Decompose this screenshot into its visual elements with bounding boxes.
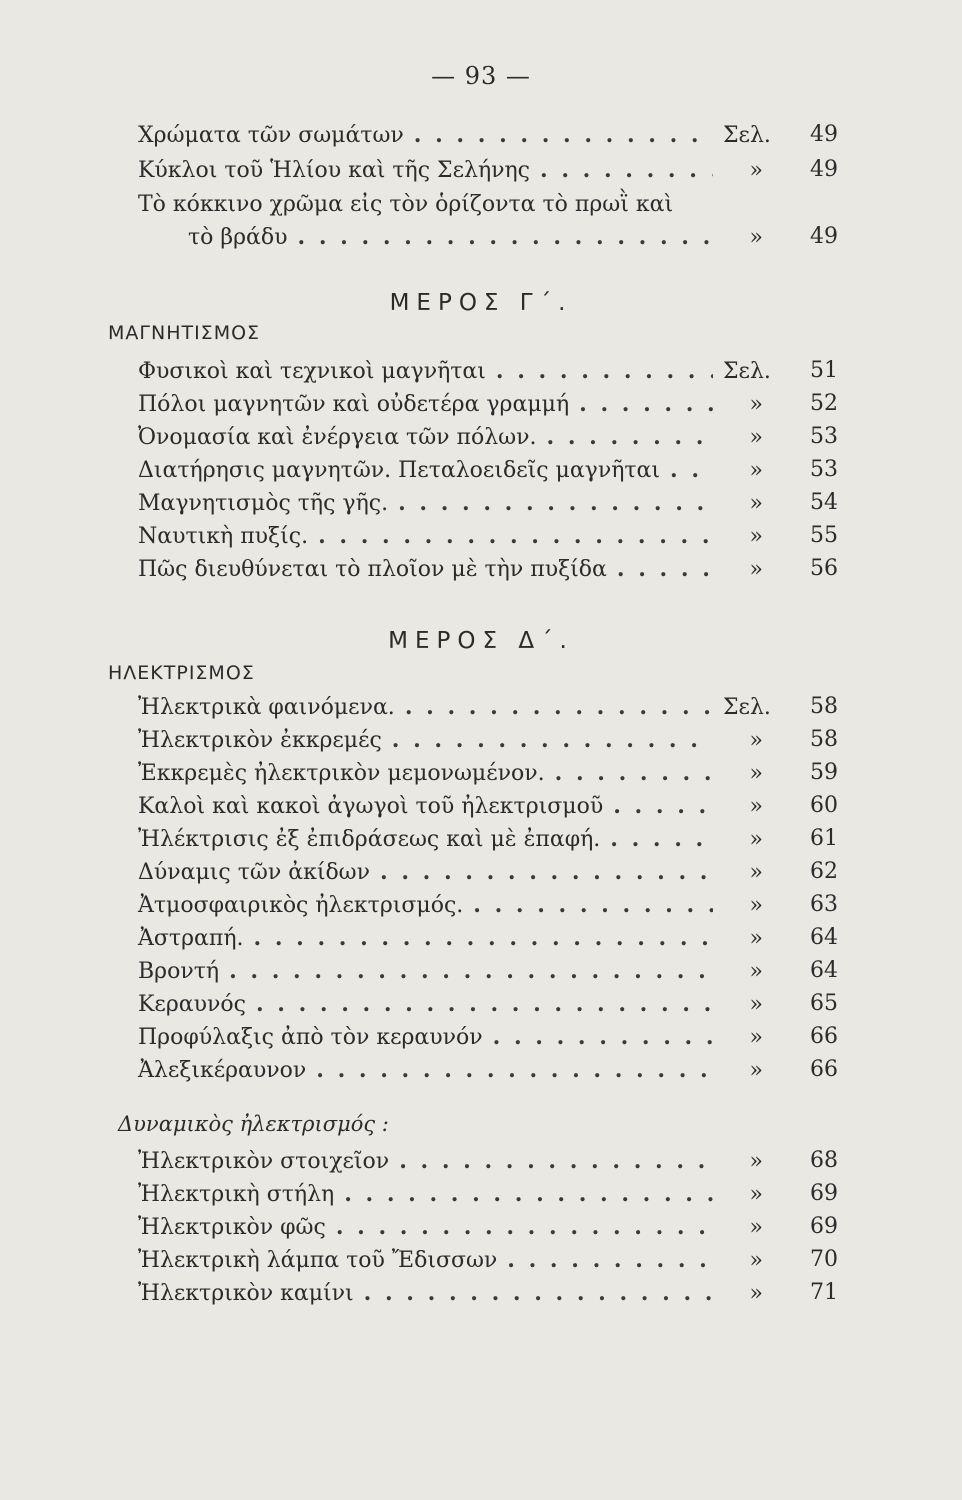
section-title: ΜΑΓΝΗΤΙΣΜΟΣ	[108, 322, 261, 344]
toc-entry	[138, 958, 763, 990]
toc-entry-ref: »	[749, 1182, 763, 1207]
leader-dots	[579, 391, 713, 417]
toc-entry-page: 59	[810, 760, 838, 785]
leader-dots	[405, 694, 713, 720]
leader-dots	[254, 925, 714, 951]
toc-entry-page: 53	[810, 424, 838, 449]
leader-dots	[414, 122, 713, 148]
toc-entry-ref: »	[749, 158, 763, 183]
toc-entry-page: 51	[810, 358, 838, 383]
leader-dots	[547, 424, 714, 450]
toc-entry	[138, 358, 771, 390]
leader-dots	[473, 892, 713, 918]
toc-entry	[138, 793, 763, 825]
leader-dots	[670, 457, 713, 483]
toc-entry-title: Κύκλοι τοῦ Ἡλίου καὶ τῆς Σελήνης	[138, 158, 531, 183]
toc-entry-title: Πῶς διευθύνεται τὸ πλοῖον μὲ τὴν πυξίδα	[138, 557, 607, 582]
toc-entry-page: 49	[810, 157, 838, 182]
toc-entry-title: Ἐκκρεμὲς ἠλεκτρικὸν μεμονωμένον.	[138, 761, 545, 786]
toc-entry-ref: »	[749, 557, 763, 582]
toc-entry	[138, 556, 763, 588]
part-title: ΜΕΡΟΣ Γ΄.	[389, 290, 573, 316]
leader-dots	[318, 523, 713, 549]
toc-entry	[138, 727, 763, 759]
toc-entry-ref: »	[749, 1058, 763, 1083]
toc-entry-page: 66	[810, 1024, 838, 1049]
toc-entry	[138, 1247, 763, 1279]
toc-entry-ref: »	[749, 392, 763, 417]
leader-dots	[298, 224, 713, 250]
toc-entry	[138, 157, 763, 189]
toc-entry-title-line2: τὸ βράδυ	[188, 225, 288, 250]
toc-entry-page: 65	[810, 991, 838, 1016]
toc-entry	[138, 826, 763, 858]
toc-entry	[138, 1057, 763, 1089]
toc-entry-page: 62	[810, 859, 838, 884]
toc-entry	[138, 490, 763, 522]
toc-entry-title: Προφύλαξις ἀπὸ τὸν κεραυνόν	[138, 1025, 483, 1050]
toc-entry-ref: »	[749, 893, 763, 918]
toc-entry-ref: »	[749, 425, 763, 450]
toc-entry-ref: »	[749, 1215, 763, 1240]
toc-entry-ref: »	[749, 225, 763, 250]
toc-entry-title: Πόλοι μαγνητῶν καὶ οὐδετέρα γραμμή	[138, 392, 570, 417]
toc-entry-title: Καλοὶ καὶ κακοὶ ἀγωγοὶ τοῦ ἠλεκτρισμοῦ	[138, 794, 604, 819]
section-title: ΗΛΕΚΤΡΙΣΜΟΣ	[108, 662, 255, 684]
toc-entry-title: Ἠλεκτρικὸν ἐκκρεμές	[138, 728, 382, 753]
leader-dots	[555, 760, 713, 786]
toc-entry-title: Βροντή	[138, 959, 220, 984]
toc-entry-page: 61	[810, 826, 838, 851]
toc-entry-page: 64	[810, 958, 838, 983]
toc-entry-page: 53	[810, 457, 838, 482]
toc-entry-ref: »	[749, 761, 763, 786]
leader-dots	[496, 358, 713, 384]
toc-entry-page: 49	[810, 122, 838, 147]
toc-entry	[138, 1280, 763, 1312]
toc-entry	[138, 1148, 763, 1180]
toc-entry-ref: »	[749, 860, 763, 885]
toc-entry	[138, 391, 763, 423]
toc-entry-ref: »	[749, 794, 763, 819]
toc-entry-title: Ἠλεκτρικὸν στοιχεῖον	[138, 1149, 390, 1174]
toc-entry-title: Ἠλεκτρικὸν φῶς	[138, 1215, 326, 1240]
toc-entry-ref: »	[749, 1281, 763, 1306]
toc-entry-ref: »	[749, 1149, 763, 1174]
leader-dots	[380, 859, 713, 885]
toc-entry-title-line1: Τὸ κόκκινο χρῶμα εἰς τὸν ὁρίζοντα τὸ πρωῒ καὶ	[138, 192, 674, 217]
toc-entry-page: 49	[810, 224, 838, 249]
toc-entry-title: Ἀλεξικέραυνον	[138, 1058, 307, 1083]
subsection-title: Δυναμικὸς ἠλεκτρισμός :	[118, 1112, 389, 1136]
leader-dots	[610, 826, 713, 852]
toc-entry-ref: »	[749, 1025, 763, 1050]
leader-dots	[617, 556, 713, 582]
toc-entry-title: Ἠλεκτρικὴ στήλη	[138, 1182, 335, 1207]
toc-entry-page: 69	[810, 1181, 838, 1206]
toc-entry	[138, 457, 763, 489]
leader-dots	[399, 1148, 713, 1174]
leader-dots	[229, 958, 713, 984]
toc-entry-ref: »	[749, 458, 763, 483]
toc-entry	[138, 1214, 763, 1246]
toc-entry-ref: »	[749, 524, 763, 549]
toc-entry-ref: »	[749, 992, 763, 1017]
toc-entry-page: 69	[810, 1214, 838, 1239]
leader-dots	[507, 1247, 713, 1273]
toc-entry-ref: »	[749, 491, 763, 516]
toc-entry-ref: »	[749, 728, 763, 753]
part-title: ΜΕΡΟΣ Δ΄.	[388, 628, 574, 654]
toc-entry	[138, 1024, 763, 1056]
toc-entry-title: Ἠλεκτρικὰ φαινόμενα.	[138, 695, 395, 720]
toc-entry-page: 55	[810, 523, 838, 548]
toc-entry-page: 56	[810, 556, 838, 581]
toc-entry-title: Ἠλέκτρισις ἐξ ἐπιδράσεως καὶ μὲ ἐπαφή.	[138, 827, 601, 852]
toc-entry-ref: »	[749, 959, 763, 984]
leader-dots	[336, 1214, 713, 1240]
toc-entry	[138, 925, 763, 957]
toc-entry-ref: »	[749, 926, 763, 951]
leader-dots	[398, 490, 713, 516]
toc-entry	[138, 523, 763, 555]
toc-entry-ref: Σελ.	[723, 359, 771, 384]
toc-entry-ref: Σελ.	[723, 695, 771, 720]
toc-entry-page: 60	[810, 793, 838, 818]
leader-dots	[392, 727, 713, 753]
toc-entry-title: Φυσικοὶ καὶ τεχνικοὶ μαγνῆται	[138, 359, 486, 384]
toc-entry-page: 71	[810, 1280, 838, 1305]
toc-entry-page: 58	[810, 694, 838, 719]
toc-entry-title: Ἀστραπή.	[138, 926, 244, 951]
toc-entry-ref: Σελ.	[723, 123, 771, 148]
toc-entry-title: Χρώματα τῶν σωμάτων	[138, 123, 404, 148]
toc-entry-title: Ὀνομασία καὶ ἐνέργεια τῶν πόλων.	[138, 425, 537, 450]
leader-dots	[613, 793, 713, 819]
toc-entry-page: 54	[810, 490, 838, 515]
toc-entry-title: Δύναμις τῶν ἀκίδων	[138, 860, 370, 885]
toc-entry	[138, 991, 763, 1023]
toc-entry-title: Ἠλεκτρικὸν καμίνι	[138, 1281, 354, 1306]
leader-dots	[344, 1181, 713, 1207]
leader-dots	[316, 1057, 713, 1083]
toc-entry	[138, 760, 763, 792]
toc-entry	[138, 424, 763, 456]
toc-entry-title: Κεραυνός	[138, 992, 246, 1017]
toc-entry	[138, 122, 771, 154]
leader-dots	[493, 1024, 713, 1050]
toc-entry	[138, 694, 771, 726]
toc-entry-title: Ναυτικὴ πυξίς.	[138, 524, 309, 549]
toc-entry-page: 66	[810, 1057, 838, 1082]
toc-entry-ref: »	[749, 1248, 763, 1273]
toc-entry	[188, 224, 763, 256]
leader-dots	[256, 991, 713, 1017]
toc-entry-page: 63	[810, 892, 838, 917]
page-number: — 93 —	[431, 62, 531, 90]
toc-entry-title: Μαγνητισμὸς τῆς γῆς.	[138, 491, 389, 516]
toc-entry-title: Ἀτμοσφαιρικὸς ἠλεκτρισμός.	[138, 893, 464, 918]
toc-entry-page: 58	[810, 727, 838, 752]
toc-entry	[138, 892, 763, 924]
toc-entry-title: Διατήρησις μαγνητῶν. Πεταλοειδεῖς μαγνῆται	[138, 458, 661, 483]
toc-entry-page: 70	[810, 1247, 838, 1272]
toc-entry-page: 52	[810, 391, 838, 416]
toc-entry	[138, 859, 763, 891]
toc-entry-page: 64	[810, 925, 838, 950]
toc-entry-title: Ἠλεκτρικὴ λάμπα τοῦ Ἔδισσων	[138, 1248, 498, 1273]
leader-dots	[364, 1280, 713, 1306]
toc-entry	[138, 1181, 763, 1213]
toc-entry-ref: »	[749, 827, 763, 852]
leader-dots	[540, 157, 713, 183]
toc-entry-page: 68	[810, 1148, 838, 1173]
